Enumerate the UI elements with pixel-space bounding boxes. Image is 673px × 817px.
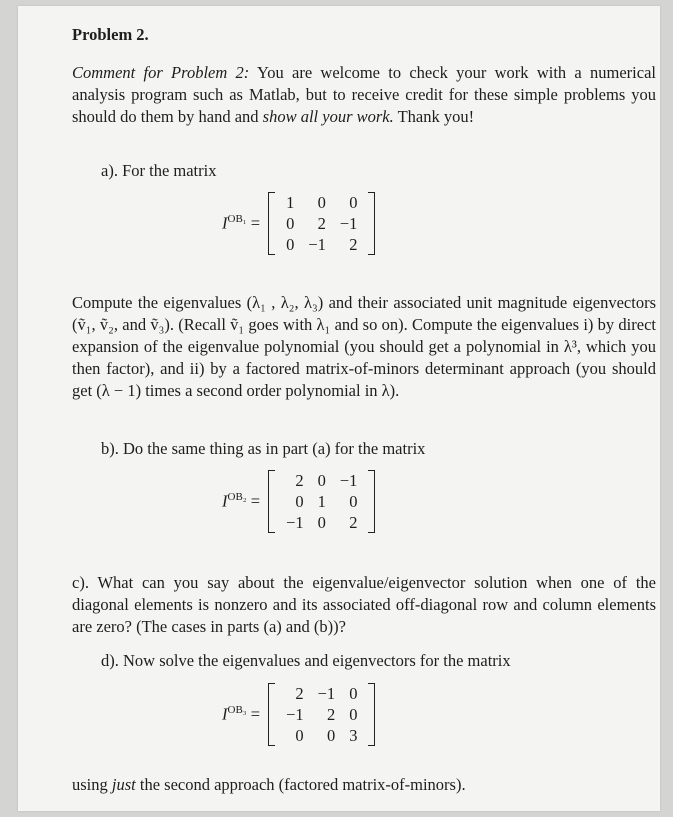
matrix-iob3-name: $I^{OB_3}$ =	[222, 704, 261, 724]
document-page	[18, 6, 660, 811]
matrix-iob2-table: 2 0 −1 0 1 0 −1 0 2	[286, 470, 358, 532]
comment-lead: Comment for Problem 2:	[72, 63, 250, 82]
part-a-label: a). For the matrix	[101, 161, 217, 180]
part-b-label: b). Do the same thing as in part (a) for the matrix	[101, 439, 426, 458]
matrix-iob1-brackets	[268, 192, 375, 255]
comment-emphasis: show all your work.	[262, 107, 394, 126]
matrix-iob3-brackets	[268, 683, 375, 746]
matrix-iob1-table: 1 0 0 0 2 −1 0 −1 2	[286, 192, 358, 254]
closing-line: using just the second approach (factored matrix-of-minors).	[72, 775, 466, 794]
comment-body-2: Thank you!	[393, 107, 475, 126]
matrix-iob1	[222, 192, 375, 255]
comment-body-1: You are welcome to check your work with a numerical analysis program such as Matlab, but to receive credit for these simple problems you should do them by hand and	[72, 63, 656, 126]
matrix-iob2	[222, 470, 375, 533]
matrix-iob2-brackets	[268, 470, 375, 533]
part-c-paragraph: c). What can you say about the eigenvalue/eigenvector solution when one of the diagonal elements is nonzero and its associated off-diagonal row and column elements are zero? (The cases in parts (a) and (b))?	[72, 573, 656, 636]
closing-emphasis: just	[111, 775, 136, 794]
matrix-iob3	[222, 683, 375, 746]
problem-title: Problem 2.	[72, 25, 149, 44]
matrix-iob2-name: $I^{OB_2}$ =	[222, 491, 261, 511]
part-d-label: d). Now solve the eigenvalues and eigenvectors for the matrix	[101, 651, 511, 670]
part-a-paragraph: Compute the eigenvalues (λ₁ , λ₂, λ₃) and their associated unit magnitude eigenvectors (ṽ₁, ṽ₂, and ṽ₃). (Recall ṽ₁ goes with λ₁ and so on). Compute the eigenvalues i) by direct expansion of the eigenvalue polynomial (you should get a polynomial in λ³, which you then factor), and ii) by a factored matrix-of-minors determinant approach (you should get (λ − 1) times a second order polynomial in λ).	[72, 293, 656, 400]
comment-paragraph	[72, 62, 656, 128]
matrix-iob3-table: 2 −1 0 −1 2 0 0 0 3	[286, 683, 358, 745]
matrix-iob1-name: $I^{OB_1}$ =	[222, 213, 261, 233]
